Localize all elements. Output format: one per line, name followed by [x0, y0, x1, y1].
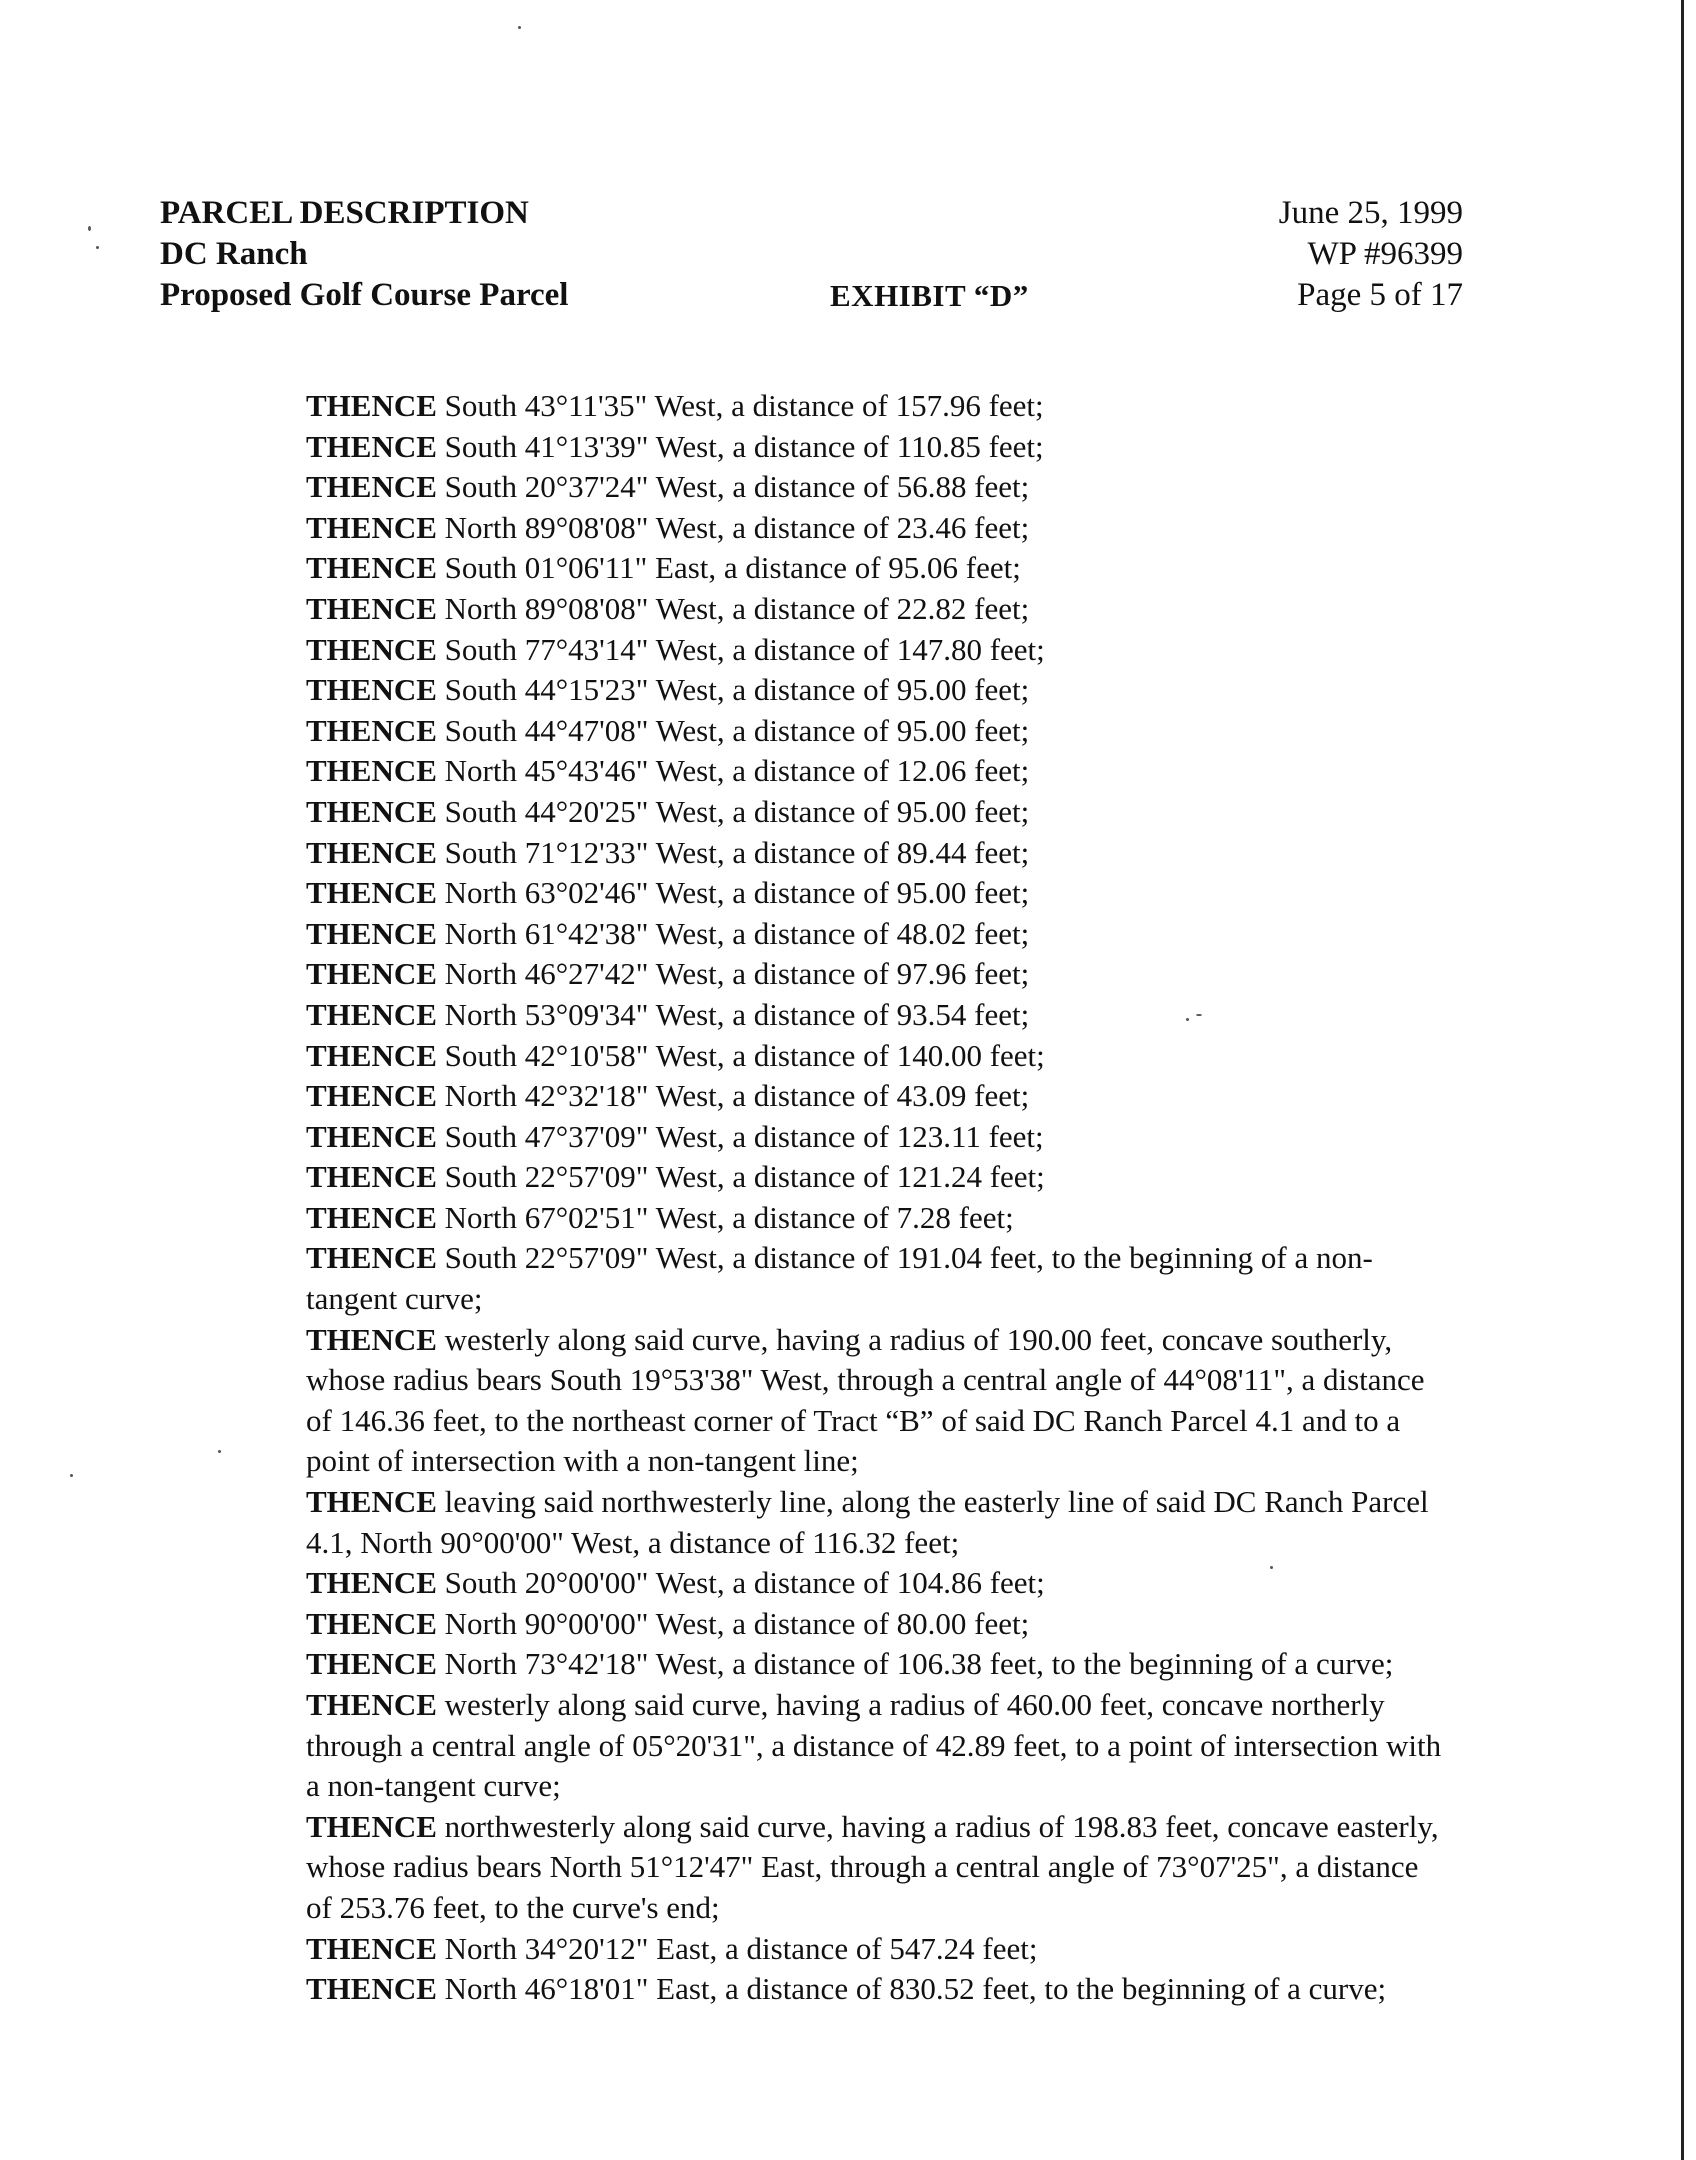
course-entry	[306, 1969, 1446, 2010]
thence-keyword: THENCE	[306, 1971, 437, 2007]
course-text: South 44°20'25" West, a distance of 95.00 feet;	[436, 793, 1030, 829]
course-entry	[306, 954, 1446, 995]
course-text: North 90°00'00" West, a distance of 80.00 feet;	[436, 1605, 1030, 1641]
course-text: South 22°57'09" West, a distance of 191.04 feet, to the beginning of a non-tangent curve;	[306, 1240, 1373, 1317]
thence-keyword: THENCE	[306, 1687, 437, 1722]
course-entry	[306, 1320, 1446, 1482]
course-entry	[306, 1644, 1446, 1685]
header-date: June 25, 1999	[1278, 195, 1463, 231]
course-entry	[306, 1482, 1446, 1563]
course-text: North 61°42'38" West, a distance of 48.02 feet;	[436, 915, 1030, 951]
thence-keyword: THENCE	[306, 1565, 437, 1601]
thence-keyword: THENCE	[306, 672, 437, 708]
course-entry	[306, 1685, 1446, 1807]
course-text: westerly along said curve, having a radius of 190.00 feet, concave southerly, whose radius bears South 19°53'38" West, through a central angle of 44°08'11", a distance of 146.36 feet, to the northeast corner of Tract “B” of said DC Ranch Parcel 4.1 and to a point of intersection with a non-tangent line;	[306, 1321, 1425, 1479]
course-text: South 44°15'23" West, a distance of 95.00 feet;	[436, 672, 1030, 708]
course-text: South 77°43'14" West, a distance of 147.80 feet;	[436, 631, 1045, 667]
scan-speck	[518, 26, 521, 29]
legal-description-body	[306, 386, 1446, 2010]
header-project: DC Ranch	[160, 236, 308, 272]
scan-speck	[70, 1474, 73, 1477]
thence-keyword: THENCE	[306, 834, 437, 870]
thence-keyword: THENCE	[306, 1605, 437, 1641]
thence-keyword: THENCE	[306, 1240, 437, 1276]
course-text: North 89°08'08" West, a distance of 23.46 feet;	[436, 509, 1030, 545]
course-entry	[306, 1198, 1446, 1239]
thence-keyword: THENCE	[306, 712, 437, 748]
course-entry	[306, 995, 1446, 1036]
thence-keyword: THENCE	[306, 1646, 437, 1682]
course-text: North 34°20'12" East, a distance of 547.24 feet;	[436, 1930, 1038, 1966]
thence-keyword: THENCE	[306, 1808, 437, 1844]
thence-keyword: THENCE	[306, 631, 437, 667]
course-entry	[306, 467, 1446, 508]
thence-keyword: THENCE	[306, 1930, 437, 1966]
course-text: North 45°43'46" West, a distance of 12.06 feet;	[436, 753, 1030, 789]
course-entry	[306, 873, 1446, 914]
course-entry	[306, 427, 1446, 468]
course-entry	[306, 386, 1446, 427]
course-text: South 71°12'33" West, a distance of 89.44 feet;	[436, 834, 1030, 870]
course-entry	[306, 630, 1446, 671]
thence-keyword: THENCE	[306, 1321, 437, 1357]
course-text: leaving said northwesterly line, along the easterly line of said DC Ranch Parcel 4.1, North 90°00'00" West, a distance of 116.32 feet;	[306, 1484, 1429, 1560]
course-entry	[306, 1929, 1446, 1970]
thence-keyword: THENCE	[306, 793, 437, 829]
course-text: South 20°00'00" West, a distance of 104.86 feet;	[436, 1565, 1045, 1601]
course-entry	[306, 792, 1446, 833]
course-entry	[306, 1604, 1446, 1645]
course-text: North 46°18'01" East, a distance of 830.52 feet, to the beginning of a curve;	[436, 1971, 1387, 2007]
course-entry	[306, 1563, 1446, 1604]
course-text: South 43°11'35" West, a distance of 157.96 feet;	[436, 388, 1044, 423]
header-left	[160, 193, 568, 316]
scan-edge-line	[1681, 0, 1684, 2160]
course-text: North 89°08'08" West, a distance of 22.82 feet;	[436, 590, 1030, 626]
thence-keyword: THENCE	[306, 996, 437, 1032]
thence-keyword: THENCE	[306, 1484, 437, 1520]
course-text: North 73°42'18" West, a distance of 106.38 feet, to the beginning of a curve;	[436, 1646, 1394, 1682]
exhibit-label: EXHIBIT “D”	[830, 278, 1029, 313]
course-text: South 01°06'11" East, a distance of 95.06 feet;	[436, 550, 1021, 586]
course-entry	[306, 670, 1446, 711]
header-right	[1279, 193, 1463, 316]
header-wp-number: WP #96399	[1307, 236, 1463, 272]
course-entry	[306, 1076, 1446, 1117]
thence-keyword: THENCE	[306, 388, 437, 423]
scan-speck	[88, 226, 91, 231]
thence-keyword: THENCE	[306, 875, 437, 911]
scan-speck	[218, 1450, 221, 1453]
course-text: South 47°37'09" West, a distance of 123.11 feet;	[436, 1118, 1044, 1154]
thence-keyword: THENCE	[306, 509, 437, 545]
course-entry	[306, 548, 1446, 589]
course-text: South 20°37'24" West, a distance of 56.88 feet;	[436, 469, 1030, 505]
course-text: South 42°10'58" West, a distance of 140.00 feet;	[436, 1037, 1045, 1073]
thence-keyword: THENCE	[306, 753, 437, 789]
course-text: South 44°47'08" West, a distance of 95.00 feet;	[436, 712, 1030, 748]
thence-keyword: THENCE	[306, 428, 437, 464]
course-entry	[306, 1117, 1446, 1158]
course-text: North 67°02'51" West, a distance of 7.28 feet;	[436, 1199, 1014, 1235]
course-text: South 22°57'09" West, a distance of 121.24 feet;	[436, 1159, 1045, 1195]
thence-keyword: THENCE	[306, 590, 437, 626]
thence-keyword: THENCE	[306, 469, 437, 505]
thence-keyword: THENCE	[306, 1199, 437, 1235]
course-text: northwesterly along said curve, having a radius of 198.83 feet, concave easterly, whose radius bears North 51°12'47" East, through a central angle of 73°07'25", a distance of 253.76 feet, to the curve's end;	[306, 1808, 1439, 1925]
thence-keyword: THENCE	[306, 1159, 437, 1195]
course-text: South 41°13'39" West, a distance of 110.85 feet;	[436, 428, 1044, 464]
header-parcel: Proposed Golf Course Parcel	[160, 277, 569, 313]
course-entry	[306, 508, 1446, 549]
course-text: North 46°27'42" West, a distance of 97.96 feet;	[436, 956, 1030, 992]
thence-keyword: THENCE	[306, 915, 437, 951]
thence-keyword: THENCE	[306, 956, 437, 992]
course-entry	[306, 711, 1446, 752]
course-entry	[306, 1036, 1446, 1077]
header-page-number: Page 5 of 17	[1297, 277, 1463, 313]
thence-keyword: THENCE	[306, 1078, 437, 1114]
course-entry	[306, 833, 1446, 874]
course-text: westerly along said curve, having a radius of 460.00 feet, concave northerly through a central angle of 05°20'31", a distance of 42.89 feet, to a point of intersection with a non-tangent curve;	[306, 1687, 1442, 1804]
course-text: North 53°09'34" West, a distance of 93.54 feet;	[436, 996, 1030, 1032]
course-entry	[306, 1807, 1446, 1929]
scan-speck	[96, 246, 99, 249]
thence-keyword: THENCE	[306, 1118, 437, 1154]
thence-keyword: THENCE	[306, 550, 437, 586]
course-entry	[306, 1157, 1446, 1198]
header-title: PARCEL DESCRIPTION	[160, 195, 529, 231]
course-entry	[306, 914, 1446, 955]
course-entry	[306, 1238, 1446, 1319]
course-text: North 42°32'18" West, a distance of 43.09 feet;	[436, 1078, 1030, 1114]
thence-keyword: THENCE	[306, 1037, 437, 1073]
course-entry	[306, 751, 1446, 792]
course-text: North 63°02'46" West, a distance of 95.00 feet;	[436, 875, 1030, 911]
course-entry	[306, 589, 1446, 630]
